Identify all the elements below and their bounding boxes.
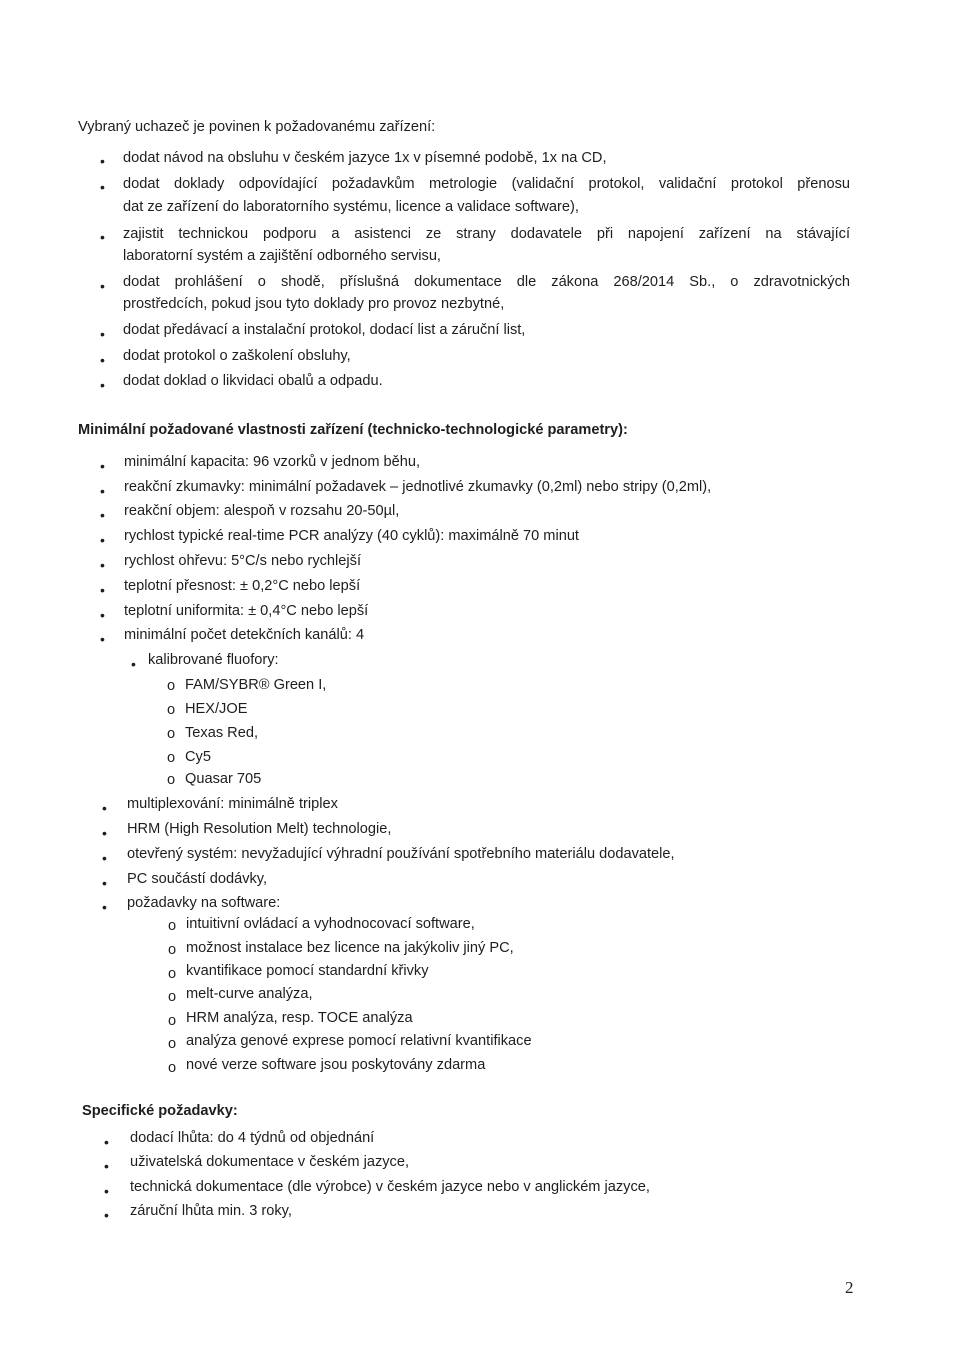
more-item-1: multiplexování: minimálně triplex bbox=[127, 796, 338, 812]
sub-bullet: o bbox=[168, 966, 177, 982]
bullet: • bbox=[104, 1183, 109, 1199]
sub-bullet: o bbox=[167, 772, 176, 788]
bullet: • bbox=[100, 179, 105, 195]
software-item-4: melt-curve analýza, bbox=[186, 986, 313, 1002]
bullet: • bbox=[100, 532, 105, 548]
bullet: • bbox=[104, 1158, 109, 1174]
page-number: 2 bbox=[845, 1278, 854, 1297]
obligation-1: dodat návod na obsluhu v českém jazyce 1x v písemné podobě, 1x na CD, bbox=[123, 150, 607, 166]
bullet: • bbox=[100, 153, 105, 169]
min-item-4: rychlost typické real-time PCR analýzy (40 cyklů): maximálně 70 minut bbox=[124, 528, 579, 544]
bullet: • bbox=[100, 582, 105, 598]
intro-text: Vybraný uchazeč je povinen k požadovanému zařízení: bbox=[78, 119, 436, 135]
sub-bullet: o bbox=[167, 726, 176, 742]
sub-bullet: o bbox=[168, 1013, 177, 1029]
fluorophore-1: FAM/SYBR® Green I, bbox=[185, 677, 327, 693]
fluorophore-3: Texas Red, bbox=[185, 725, 259, 741]
bullet: • bbox=[100, 507, 105, 523]
more-item-2: HRM (High Resolution Melt) technologie, bbox=[127, 821, 392, 837]
bullet: • bbox=[102, 800, 107, 816]
sub-bullet: o bbox=[167, 678, 176, 694]
spec-item-2: uživatelská dokumentace v českém jazyce, bbox=[130, 1154, 410, 1170]
bullet: • bbox=[100, 631, 105, 647]
software-item-1: intuitivní ovládací a vyhodnocovací software, bbox=[186, 916, 475, 932]
min-item-8: minimální počet detekčních kanálů: 4 bbox=[124, 627, 365, 643]
software-item-3: kvantifikace pomocí standardní křivky bbox=[186, 963, 429, 979]
software-item-7: nové verze software jsou poskytovány zdarma bbox=[186, 1057, 486, 1073]
obligation-5: dodat předávací a instalační protokol, dodací list a záruční list, bbox=[123, 322, 526, 338]
bullet: • bbox=[131, 656, 136, 672]
bullet: • bbox=[102, 899, 107, 915]
software-item-5: HRM analýza, resp. TOCE analýza bbox=[186, 1010, 413, 1026]
fluorophores-label: kalibrované fluofory: bbox=[148, 652, 279, 668]
bullet: • bbox=[100, 377, 105, 393]
fluorophore-4: Cy5 bbox=[185, 749, 211, 765]
bullet: • bbox=[104, 1207, 109, 1223]
obligation-4-line-2: prostředcích, pokud jsou tyto doklady pro provoz nezbytné, bbox=[123, 296, 505, 312]
min-item-1: minimální kapacita: 96 vzorků v jednom běhu, bbox=[124, 454, 421, 470]
bullet: • bbox=[100, 607, 105, 623]
sub-bullet: o bbox=[167, 702, 176, 718]
fluorophore-2: HEX/JOE bbox=[185, 701, 248, 717]
min-item-3: reakční objem: alespoň v rozsahu 20-50µl, bbox=[124, 503, 400, 519]
sub-bullet: o bbox=[168, 1060, 177, 1076]
spec-item-3: technická dokumentace (dle výrobce) v českém jazyce nebo v anglickém jazyce, bbox=[130, 1179, 650, 1195]
obligation-6: dodat protokol o zaškolení obsluhy, bbox=[123, 348, 351, 364]
bullet: • bbox=[102, 825, 107, 841]
min-item-2: reakční zkumavky: minimální požadavek – jednotlivé zkumavky (0,2ml) nebo stripy (0,2ml), bbox=[124, 479, 712, 495]
obligation-3-line-2: laboratorní systém a zajištění odborného servisu, bbox=[123, 248, 441, 264]
fluorophore-5: Quasar 705 bbox=[185, 771, 262, 787]
min-properties-heading: Minimální požadované vlastnosti zařízení (technicko-technologické parametry): bbox=[78, 422, 628, 438]
obligation-3-line-1: zajistit technickou podporu a asistenci ze strany dodavatele při napojení zařízení na stávající bbox=[123, 226, 850, 242]
bullet: • bbox=[102, 850, 107, 866]
obligation-2-line-2: dat ze zařízení do laboratorního systému, licence a validace software), bbox=[123, 199, 579, 215]
obligation-4-line-1: dodat prohlášení o shodě, příslušná dokumentace dle zákona 268/2014 Sb., o zdravotnických bbox=[123, 274, 850, 290]
sub-bullet: o bbox=[168, 989, 177, 1005]
bullet: • bbox=[102, 875, 107, 891]
spec-item-4: záruční lhůta min. 3 roky, bbox=[130, 1203, 292, 1219]
sub-bullet: o bbox=[168, 1036, 177, 1052]
sub-bullet: o bbox=[168, 942, 177, 958]
more-item-5: požadavky na software: bbox=[127, 895, 281, 911]
bullet: • bbox=[100, 458, 105, 474]
more-item-4: PC součástí dodávky, bbox=[127, 871, 268, 887]
spec-item-1: dodací lhůta: do 4 týdnů od objednání bbox=[130, 1130, 375, 1146]
bullet: • bbox=[100, 557, 105, 573]
min-item-5: rychlost ohřevu: 5°C/s nebo rychlejší bbox=[124, 553, 362, 569]
software-item-6: analýza genové exprese pomocí relativní kvantifikace bbox=[186, 1033, 532, 1049]
bullet: • bbox=[100, 326, 105, 342]
software-item-2: možnost instalace bez licence na jakýkoliv jiný PC, bbox=[186, 940, 514, 956]
sub-bullet: o bbox=[167, 750, 176, 766]
bullet: • bbox=[100, 229, 105, 245]
obligation-7: dodat doklad o likvidaci obalů a odpadu. bbox=[123, 373, 383, 389]
bullet: • bbox=[100, 278, 105, 294]
sub-bullet: o bbox=[168, 918, 177, 934]
min-item-6: teplotní přesnost: ± 0,2°C nebo lepší bbox=[124, 578, 361, 594]
specific-requirements-heading: Specifické požadavky: bbox=[82, 1103, 238, 1119]
bullet: • bbox=[100, 483, 105, 499]
min-item-7: teplotní uniformita: ± 0,4°C nebo lepší bbox=[124, 603, 369, 619]
bullet: • bbox=[100, 352, 105, 368]
more-item-3: otevřený systém: nevyžadující výhradní používání spotřebního materiálu dodavatele, bbox=[127, 846, 675, 862]
bullet: • bbox=[104, 1134, 109, 1150]
obligation-2-line-1: dodat doklady odpovídající požadavkům metrologie (validační protokol, validační protokol přenosu bbox=[123, 176, 850, 192]
